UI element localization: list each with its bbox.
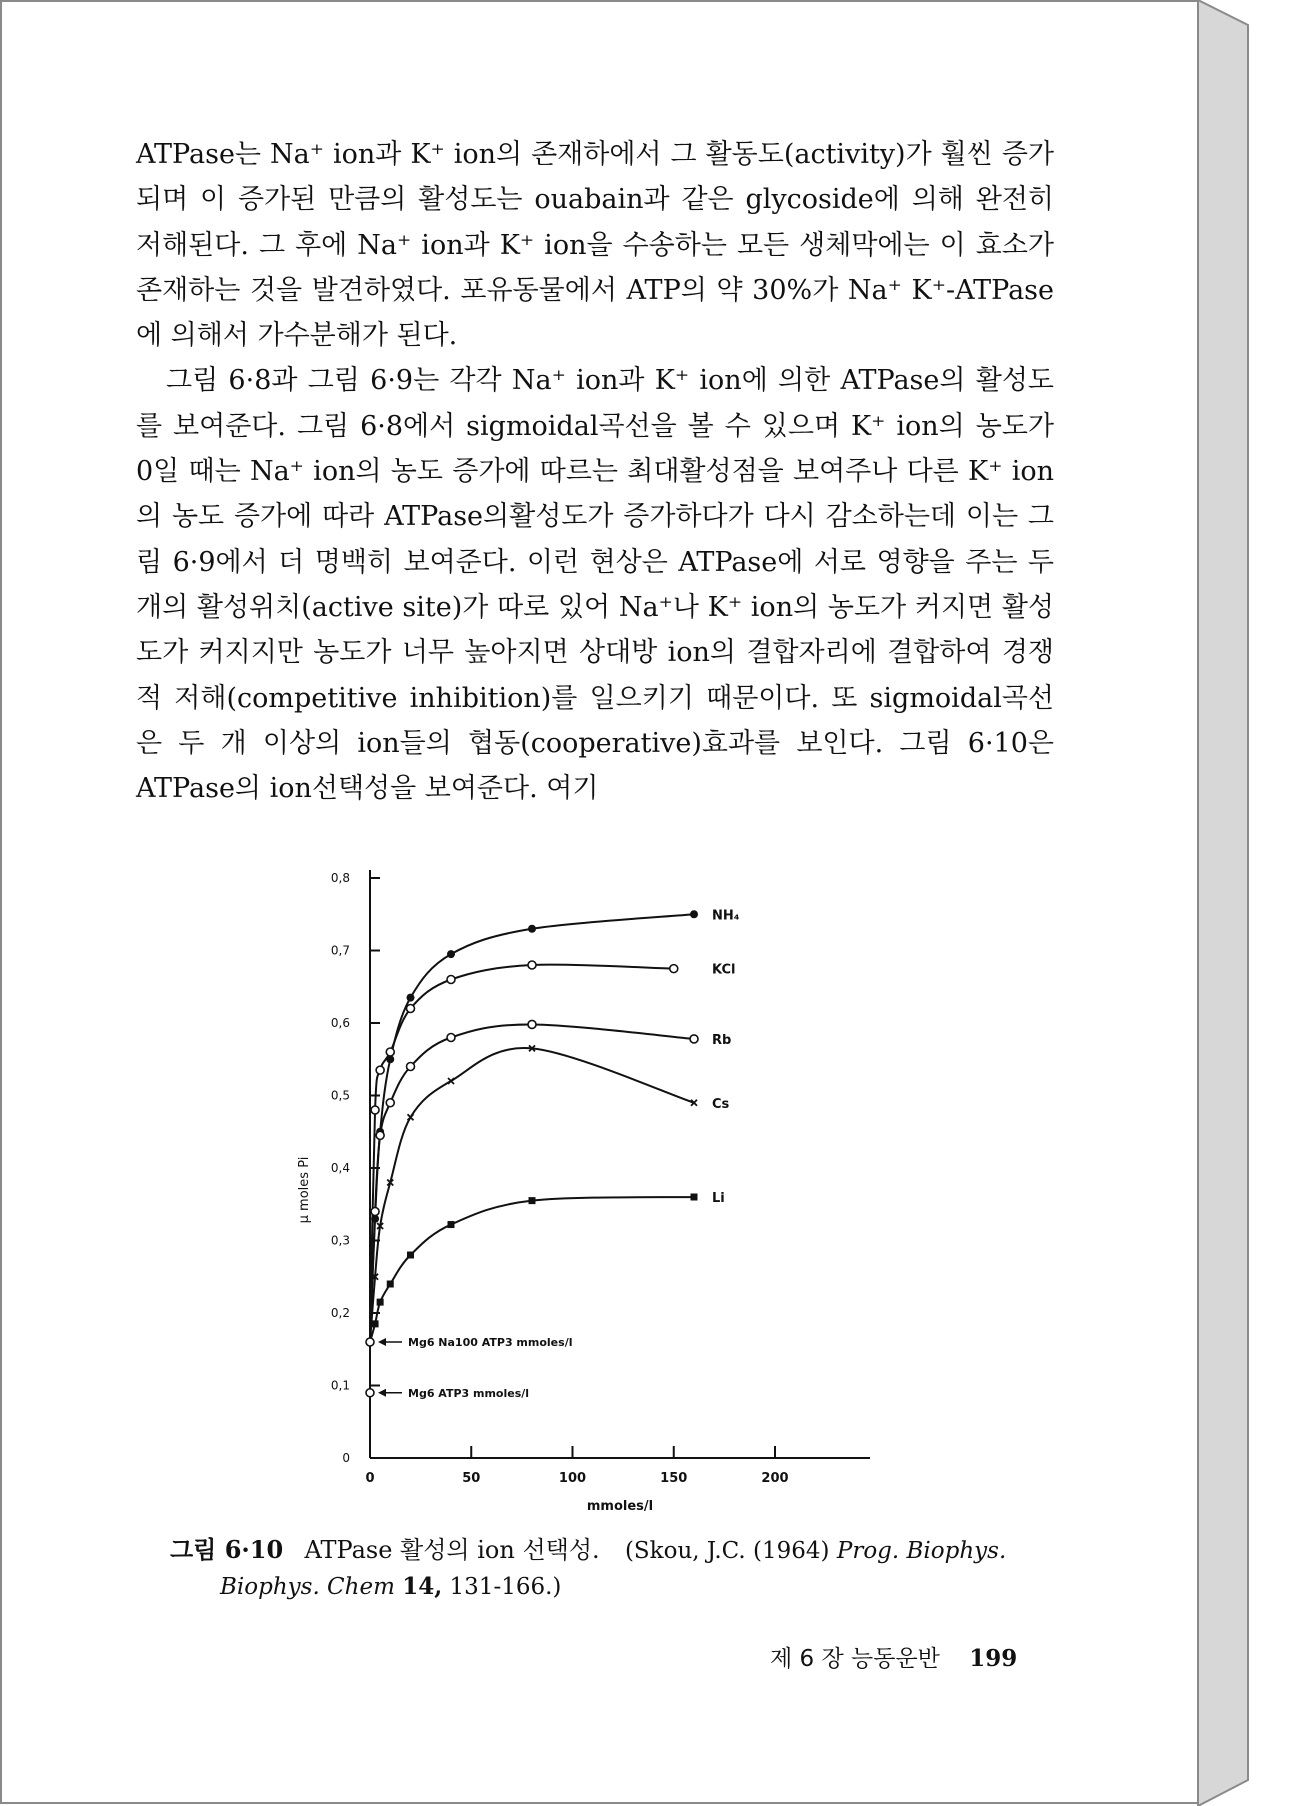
baseline-point [366,1338,374,1346]
series-line [370,1048,694,1342]
data-point [386,1099,394,1107]
data-point [528,925,536,933]
annotation-arrowhead [378,1389,386,1397]
ion-selectivity-chart [297,850,880,1520]
page-number: 199 [969,1645,1018,1672]
y-tick-label: 0,2 [330,1306,350,1320]
caption-journal-2: Biophys. Chem [220,1574,395,1600]
figure-caption [170,1532,1050,1605]
caption-title: ATPase 활성의 ion 선택성. [304,1536,600,1564]
data-point [447,976,455,984]
series-4 [370,1191,725,1342]
y-tick-label: 0,8 [330,871,350,885]
body-text [136,132,1054,811]
series-line [370,1024,694,1342]
data-point [371,1208,379,1216]
series-label: Cs [712,1096,730,1112]
caption-volume: 14, [402,1573,443,1600]
x-axis-label: mmoles/l [586,1499,654,1514]
x-ticks [365,1446,788,1486]
x-tick-label: 100 [558,1471,587,1486]
x-tick-label: 150 [660,1471,688,1486]
caption-pages: 131-166.) [449,1574,562,1600]
y-tick-label: 0,1 [330,1378,350,1393]
paragraph-1: ATPase는 Na⁺ ion과 K⁺ ion의 존재하에서 그 활동도(activity)가 훨씬 증가되며 이 증가된 만큼의 활성도는 ouabain과 같은 glycoside에 의해 완전히 저해된다. 그 후에 Na⁺ ion과 K⁺ ion을 수송하는 모든 생체막에는 이 효소가 존재하는 것을 발견하였다. 포유동물에서 ATP의 약 30%가 Na⁺ K⁺-ATPase에 의해서 가수분해가 된다. [136,139,1054,352]
caption-label: 그림 6·10 [170,1535,284,1564]
y-ticks [331,871,380,1465]
data-point [371,1106,379,1114]
data-point [387,1281,394,1288]
data-point [691,1194,698,1201]
annotation-text: Mg6 Na100 ATP3 mmoles/l [408,1336,573,1349]
series-label: KCl [712,962,736,978]
x-tick-label: 200 [761,1471,789,1486]
y-tick-label: 0,3 [330,1233,350,1248]
data-point [448,1078,454,1084]
annotation-arrowhead [378,1338,386,1346]
paragraph-2: 그림 6·8과 그림 6·9는 각각 Na⁺ ion과 K⁺ ion에 의한 ATPase의 활성도를 보여준다. 그림 6·8에서 sigmoidal곡선을 볼 수 있으며 K⁺ ion의 농도가 0일 때는 Na⁺ ion의 농도 증가에 따르는 최대활성점을 보여주나 다른 K⁺ ion의 농도 증가에 따라 ATPase의활성도가 증가하다가 다시 감소하는데 이는 그림 6·9에서 더 명백히 보여준다. 이런 현상은 ATPase에 서로 영향을 주는 두 개의 활성위치(active site)가 따로 있어 Na⁺나 K⁺ ion의 농도가 커지면 활성도가 커지지만 농도가 너무 높아지면 상대방 ion의 결합자리에 결합하여 경쟁적 저해(competitive inhibition)를 일으키기 때문이다. 또 sigmoidal곡선은 두 개 이상의 ion들의 협동(cooperative)효과를 보인다. 그림 6·10은 ATPase의 ion선택성을 보여준다. 여기 [136,365,1054,805]
y-tick-label: 0,7 [330,943,350,958]
data-point [407,1252,414,1259]
series-label: Li [712,1191,725,1206]
y-axis-label: μ moles Pi [297,1156,312,1224]
series-line [370,914,694,1342]
data-point [528,961,536,969]
data-point [447,1034,455,1042]
data-point [670,965,678,973]
data-point [447,950,455,958]
data-point [408,1114,414,1120]
book-page-edge [1198,0,1292,1806]
y-tick-label: 0,5 [330,1088,350,1103]
series-3 [370,1045,730,1342]
data-point [690,1035,698,1043]
x-tick-label: 50 [462,1471,481,1486]
series-layer [370,908,740,1342]
data-point [690,910,698,918]
series-2 [370,1020,731,1342]
data-point [528,1020,536,1028]
series-label: Rb [712,1032,732,1048]
annotation-text: Mg6 ATP3 mmoles/l [408,1386,530,1400]
data-point [448,1221,455,1228]
series-line [370,965,674,1342]
caption-ref: (Skou, J.C. (1964) [624,1538,830,1564]
data-point [386,1048,394,1056]
series-0 [370,908,740,1342]
y-tick-label: 0,6 [330,1016,350,1030]
data-point [372,1320,379,1327]
x-tick-label: 0 [365,1471,375,1486]
series-label: NH₄ [712,908,740,924]
page-footer [770,1640,1017,1673]
series-1 [370,961,736,1342]
data-point [407,1005,415,1013]
annotation-layer [366,1336,572,1400]
data-point [407,994,415,1002]
data-point [376,1066,384,1074]
y-tick-label: 0,4 [330,1161,350,1175]
data-point [529,1197,536,1204]
data-point [377,1299,384,1306]
caption-journal-1: Prog. Biophys. [836,1538,1007,1564]
y-tick-label: 0 [342,1451,350,1465]
series-line [370,1197,694,1342]
caption-line-2 [220,1569,561,1605]
data-point [376,1131,384,1139]
baseline-point [366,1389,374,1397]
data-point [407,1063,415,1071]
chapter-title: 제 6 장 능동운반 [770,1646,940,1672]
